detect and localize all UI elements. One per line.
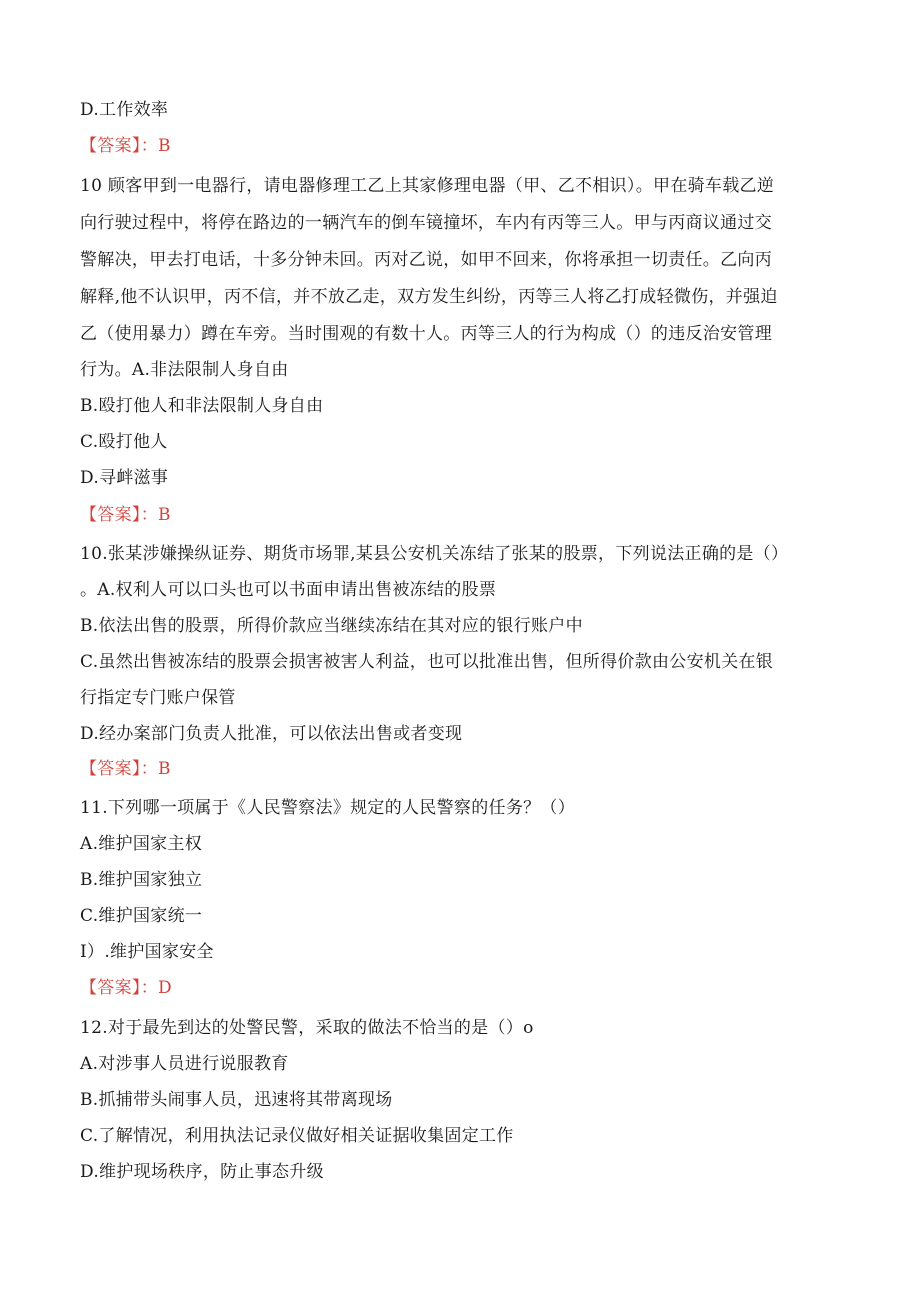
answer-line xyxy=(80,976,840,1000)
question-line: 向行驶过程中，将停在路边的一辆汽车的倒车镜撞坏，车内有丙等三人。甲与丙商议通过交 xyxy=(80,213,772,233)
answer-label: 【答案】： xyxy=(80,759,158,779)
option-line: D.寻衅滋事 xyxy=(80,468,169,488)
option-line: C.了解情况，利用执法记录仪做好相关证据收集固定工作 xyxy=(80,1126,514,1146)
option-line: B.殴打他人和非法限制人身自由 xyxy=(80,396,324,416)
answer-value: B xyxy=(158,759,171,779)
option-line: I）.维护国家安全 xyxy=(80,942,214,962)
question-line: 解释,他不认识甲，丙不信，并不放乙走，双方发生纠纷，丙等三人将乙打成轻微伤，并强迫 xyxy=(80,287,778,307)
question-line: 10.张某涉嫌操纵证券、期货市场罪,某县公安机关冻结了张某的股票，下列说法正确的是（） xyxy=(80,544,789,564)
option-line: D.工作效率 xyxy=(80,100,169,120)
answer-line xyxy=(80,503,840,527)
answer-label: 【答案】： xyxy=(80,505,158,525)
question-line: 11.下列哪一项属于《人民警察法》规定的人民警察的任务？（） xyxy=(80,798,576,818)
answer-value: D xyxy=(158,978,172,998)
answer-line xyxy=(80,757,840,781)
option-line: D.维护现场秩序，防止事态升级 xyxy=(80,1162,324,1182)
option-line: A.对涉事人员进行说服教育 xyxy=(80,1054,289,1074)
answer-value: B xyxy=(158,505,171,525)
answer-label: 【答案】： xyxy=(80,978,158,998)
question-line: 行为。A.非法限制人身自由 xyxy=(80,360,289,380)
answer-line xyxy=(80,134,840,158)
option-line: B.维护国家独立 xyxy=(80,870,203,890)
question-line: 12.对于最先到达的处警民警，采取的做法不恰当的是（）o xyxy=(80,1018,534,1038)
question-line: 乙（使用暴力）蹲在车旁。当时围观的有数十人。丙等三人的行为构成（）的违反治安管理 xyxy=(80,324,772,344)
answer-value: B xyxy=(158,136,171,156)
question-line: 警解决，甲去打电话，十多分钟未回。丙对乙说，如甲不回来，你将承担一切责任。乙向丙 xyxy=(80,250,772,270)
option-line: C.虽然出售被冻结的股票会损害被害人利益，也可以批准出售，但所得价款由公安机关在银 xyxy=(80,652,774,672)
option-line: D.经办案部门负责人批准，可以依法出售或者变现 xyxy=(80,724,463,744)
option-line: B.依法出售的股票，所得价款应当继续冻结在其对应的银行账户中 xyxy=(80,616,583,636)
answer-label: 【答案】： xyxy=(80,136,158,156)
question-line: 10 顾客甲到一电器行，请电器修理工乙上其家修理电器（甲、乙不相识）。甲在骑车载乙逆 xyxy=(80,176,775,196)
question-line: 。A.权利人可以口头也可以书面申请出售被冻结的股票 xyxy=(80,580,497,600)
option-line: C.殴打他人 xyxy=(80,432,168,452)
option-line: A.维护国家主权 xyxy=(80,834,203,854)
option-line: 行指定专门账户保管 xyxy=(80,688,236,708)
option-line: B.抓捕带头闹事人员，迅速将其带离现场 xyxy=(80,1090,393,1110)
option-line: C.维护国家统一 xyxy=(80,906,203,926)
